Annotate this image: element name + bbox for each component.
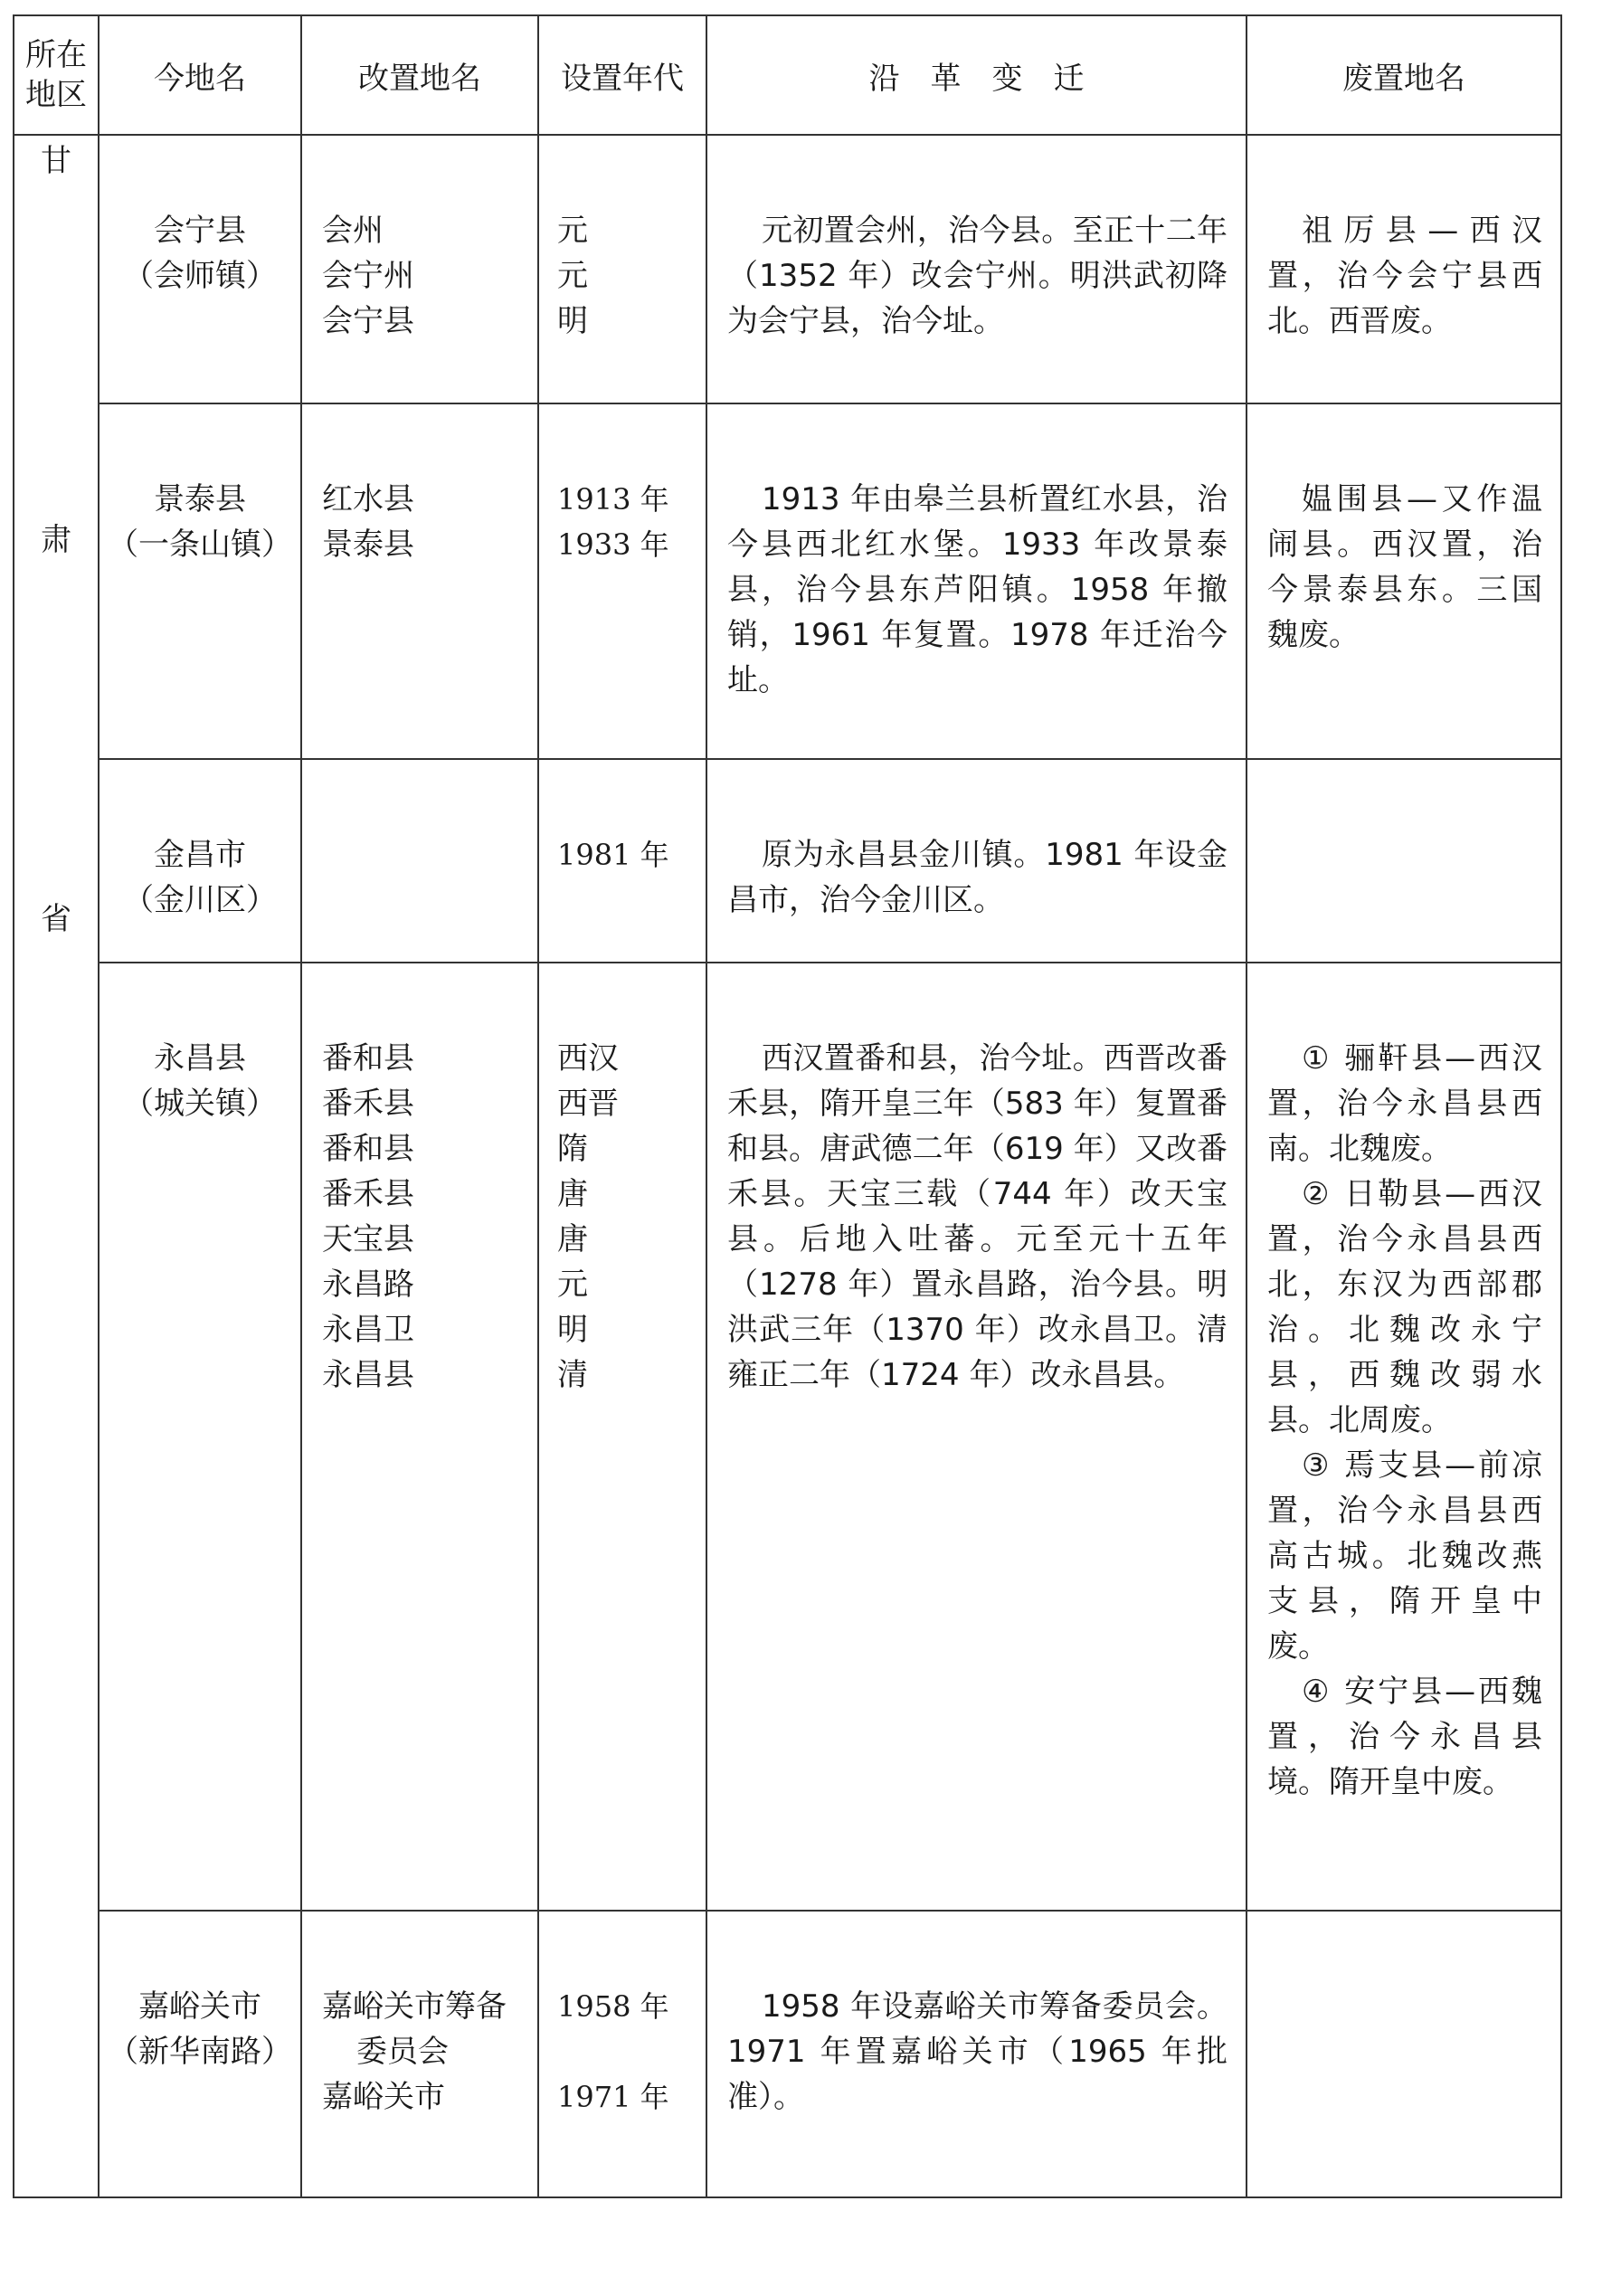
history-text: 1913 年由皋兰县析置红水县，治今县西北红水堡。1933 年改景泰县，治今县东芦阳镇。1958 年撤销，1961 年复置。1978 年迁治今址。 — [727, 481, 1228, 698]
former-name: 红水县 — [322, 481, 414, 517]
header-former-name: 改置地名 — [301, 15, 538, 135]
former-name: 嘉峪关市筹备 — [322, 1988, 507, 2025]
former-name: 永昌路 — [322, 1267, 414, 1303]
current-name: 嘉峪关市 — [138, 1988, 261, 2025]
era: 元 — [557, 258, 588, 294]
current-name-cell — [99, 963, 301, 1911]
era: 明 — [557, 1312, 588, 1348]
table-row — [14, 759, 1561, 963]
seat-name: （一条山镇） — [108, 527, 292, 563]
era: 唐 — [557, 1221, 588, 1257]
current-name: 永昌县 — [154, 1040, 246, 1077]
era: 1913 年 — [557, 482, 669, 517]
history-text: 元初置会州，治今县。至正十二年（1352 年）改会宁州。明洪武初降为会宁县，治今址。 — [727, 213, 1228, 339]
header-region-line: 所在 — [25, 37, 87, 73]
former-name: 会宁州 — [322, 258, 414, 294]
history-cell — [706, 963, 1247, 1911]
former-names-cell — [301, 759, 538, 963]
abolished-item: ① 骊靬县—西汉置，治今永昌县西南。北魏废。 — [1267, 1040, 1542, 1167]
era: 1971 年 — [557, 2080, 669, 2114]
region-char: 肃 — [41, 522, 71, 558]
seat-name: （会师镇） — [123, 258, 277, 294]
header-history: 沿 革 变 迁 — [706, 15, 1247, 135]
header-row — [14, 15, 1561, 135]
former-name: 番禾县 — [322, 1086, 414, 1122]
era: 西晋 — [557, 1086, 619, 1122]
era-cell — [538, 135, 706, 403]
history-cell — [706, 759, 1247, 963]
era: 1981 年 — [557, 838, 669, 872]
former-name: 番禾县 — [322, 1176, 414, 1212]
abolished-cell — [1247, 403, 1561, 759]
former-name: 番和县 — [322, 1040, 414, 1077]
former-name: 永昌县 — [322, 1357, 414, 1393]
era: 清 — [557, 1357, 588, 1393]
region-cell — [14, 135, 99, 2197]
table-row — [14, 1911, 1561, 2197]
former-names-cell — [301, 135, 538, 403]
former-name: 永昌卫 — [322, 1312, 414, 1348]
former-name: 嘉峪关市 — [322, 2079, 445, 2115]
header-region-line: 地区 — [25, 77, 87, 113]
abolished-cell — [1247, 963, 1561, 1911]
era: 西汉 — [557, 1040, 619, 1077]
header-region — [14, 15, 99, 135]
header-era: 设置年代 — [538, 15, 706, 135]
era: 隋 — [557, 1131, 588, 1167]
abolished-item: 祖厉县—西汉置，治今会宁县西北。西晋废。 — [1267, 213, 1542, 339]
former-name: 景泰县 — [322, 527, 414, 563]
seat-name: （新华南路） — [108, 2034, 292, 2070]
current-name-cell — [99, 1911, 301, 2197]
era: 1933 年 — [557, 527, 669, 562]
seat-name: （城关镇） — [123, 1086, 277, 1122]
region-char: 甘 — [41, 143, 71, 179]
history-text: 1958 年设嘉峪关市筹备委员会。1971 年置嘉峪关市（1965 年批准）。 — [727, 1988, 1228, 2115]
table-row — [14, 963, 1561, 1911]
abolished-item: 媪围县—又作温闹县。西汉置，治今景泰县东。三国魏废。 — [1267, 481, 1542, 653]
current-name: 会宁县 — [154, 213, 246, 249]
former-name: 番和县 — [322, 1131, 414, 1167]
history-cell — [706, 135, 1247, 403]
history-cell — [706, 1911, 1247, 2197]
gazetteer-table — [13, 14, 1562, 2198]
history-text: 西汉置番和县，治今址。西晋改番禾县，隋开皇三年（583 年）复置番和县。唐武德二年（619 年）又改番禾县。天宝三载（744 年）改天宝县。后地入吐蕃。元至元十五年（1278 年）置永昌路，治今县。明洪武三年（1370 年）改永昌卫。清雍正二年（1724 年）改永昌县。 — [727, 1040, 1228, 1393]
former-name: 委员会 — [356, 2034, 449, 2070]
era-cell — [538, 963, 706, 1911]
era: 元 — [557, 213, 588, 249]
current-name-cell — [99, 759, 301, 963]
current-name-cell — [99, 403, 301, 759]
table-row — [14, 403, 1561, 759]
header-abolished: 废置地名 — [1247, 15, 1561, 135]
era: 明 — [557, 303, 588, 339]
header-current-name: 今地名 — [99, 15, 301, 135]
current-name-cell — [99, 135, 301, 403]
history-cell — [706, 403, 1247, 759]
former-name: 会宁县 — [322, 303, 414, 339]
era: 元 — [557, 1267, 588, 1303]
history-text: 原为永昌县金川镇。1981 年设金昌市，治今金川区。 — [727, 837, 1228, 918]
current-name: 金昌市 — [154, 837, 246, 873]
abolished-cell — [1247, 135, 1561, 403]
former-name: 天宝县 — [322, 1221, 414, 1257]
abolished-item: ③ 焉支县—前凉置，治今永昌县西高古城。北魏改燕支县，隋开皇中废。 — [1267, 1447, 1542, 1665]
current-name: 景泰县 — [154, 481, 246, 517]
former-name: 会州 — [322, 213, 384, 249]
era-cell — [538, 403, 706, 759]
abolished-item: ② 日勒县—西汉置，治今永昌县西北，东汉为西部郡治。北魏改永宁县，西魏改弱水县。北周废。 — [1267, 1176, 1542, 1438]
era: 唐 — [557, 1176, 588, 1212]
former-names-cell — [301, 403, 538, 759]
region-char: 省 — [41, 901, 71, 937]
table-row — [14, 135, 1561, 403]
seat-name: （金川区） — [123, 882, 277, 918]
abolished-item: ④ 安宁县—西魏置，治今永昌县境。隋开皇中废。 — [1267, 1674, 1542, 1800]
abolished-cell — [1247, 1911, 1561, 2197]
era: 1958 年 — [557, 1989, 669, 2024]
former-names-cell — [301, 963, 538, 1911]
era-spacer — [557, 2029, 706, 2074]
era-cell — [538, 759, 706, 963]
former-names-cell — [301, 1911, 538, 2197]
abolished-cell — [1247, 759, 1561, 963]
era-cell — [538, 1911, 706, 2197]
